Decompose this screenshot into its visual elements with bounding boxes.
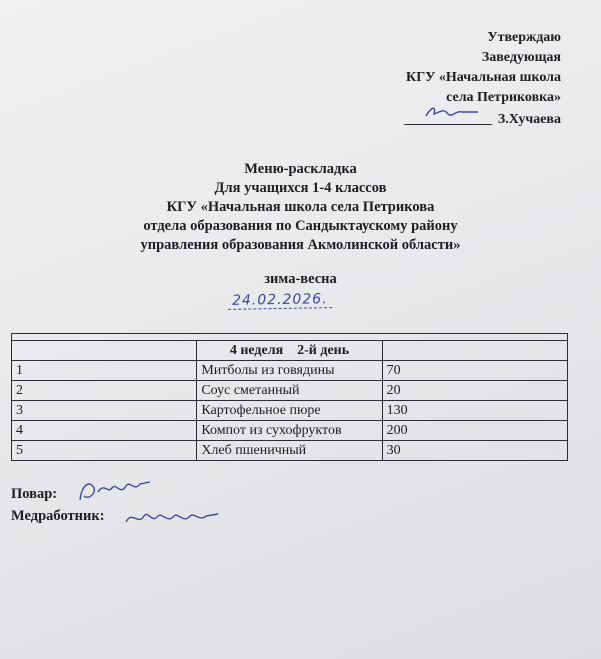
table-row [12, 421, 568, 441]
row-number: 3 [12, 401, 197, 421]
medic-signature-row [11, 508, 105, 525]
approval-line-1: Утверждаю [487, 30, 561, 45]
approval-signer-row [361, 108, 561, 130]
handwritten-date: 24.02.2026. [228, 291, 332, 310]
cook-signature [76, 474, 154, 508]
cook-signature-row [11, 486, 57, 503]
season-label: зима-весна [264, 271, 337, 287]
row-number: 4 [12, 421, 197, 441]
row-item: Митболы из говядины [197, 361, 382, 381]
cook-label: Повар: [11, 486, 58, 502]
approval-signer: З.Хучаева [497, 112, 561, 127]
table-heading: 4 неделя 2-й день [197, 341, 382, 361]
row-item: Компот из сухофруктов [197, 421, 382, 441]
table-heading-row [12, 341, 568, 361]
table-blank-row [12, 334, 568, 341]
table-row [12, 381, 568, 401]
row-item: Картофельное пюре [197, 401, 382, 421]
approval-line-4: села Петриковка» [446, 90, 561, 105]
medic-label: Медработник: [11, 508, 105, 524]
menu-table [11, 333, 568, 461]
approval-line-3: КГУ «Начальная школа [406, 70, 561, 85]
director-signature [422, 102, 482, 124]
document-subtitle: Для учащихся 1-4 классов [214, 180, 387, 196]
row-qty: 130 [382, 401, 567, 421]
table-row [12, 441, 568, 461]
row-item: Соус сметанный [197, 381, 382, 401]
signature-line [404, 108, 492, 125]
table-row [12, 401, 568, 421]
org-line-3: управления образования Акмолинской области» [140, 237, 461, 253]
document-title: Меню-раскладка [244, 161, 357, 177]
row-item: Хлеб пшеничный [197, 441, 382, 461]
row-number: 2 [12, 381, 197, 401]
table-row [12, 361, 568, 381]
document-header [0, 160, 601, 255]
approval-line-2: Заведующая [481, 50, 561, 65]
row-qty: 200 [382, 421, 567, 441]
org-line-2: отдела образования по Сандыктаускому району [143, 218, 458, 234]
medic-signature [122, 504, 222, 530]
org-line-1: КГУ «Начальная школа села Петрикова [166, 199, 435, 215]
row-qty: 70 [382, 361, 567, 381]
row-qty: 30 [382, 441, 567, 461]
row-number: 5 [12, 441, 197, 461]
row-qty: 20 [382, 381, 567, 401]
approval-block [361, 28, 561, 130]
row-number: 1 [12, 361, 197, 381]
